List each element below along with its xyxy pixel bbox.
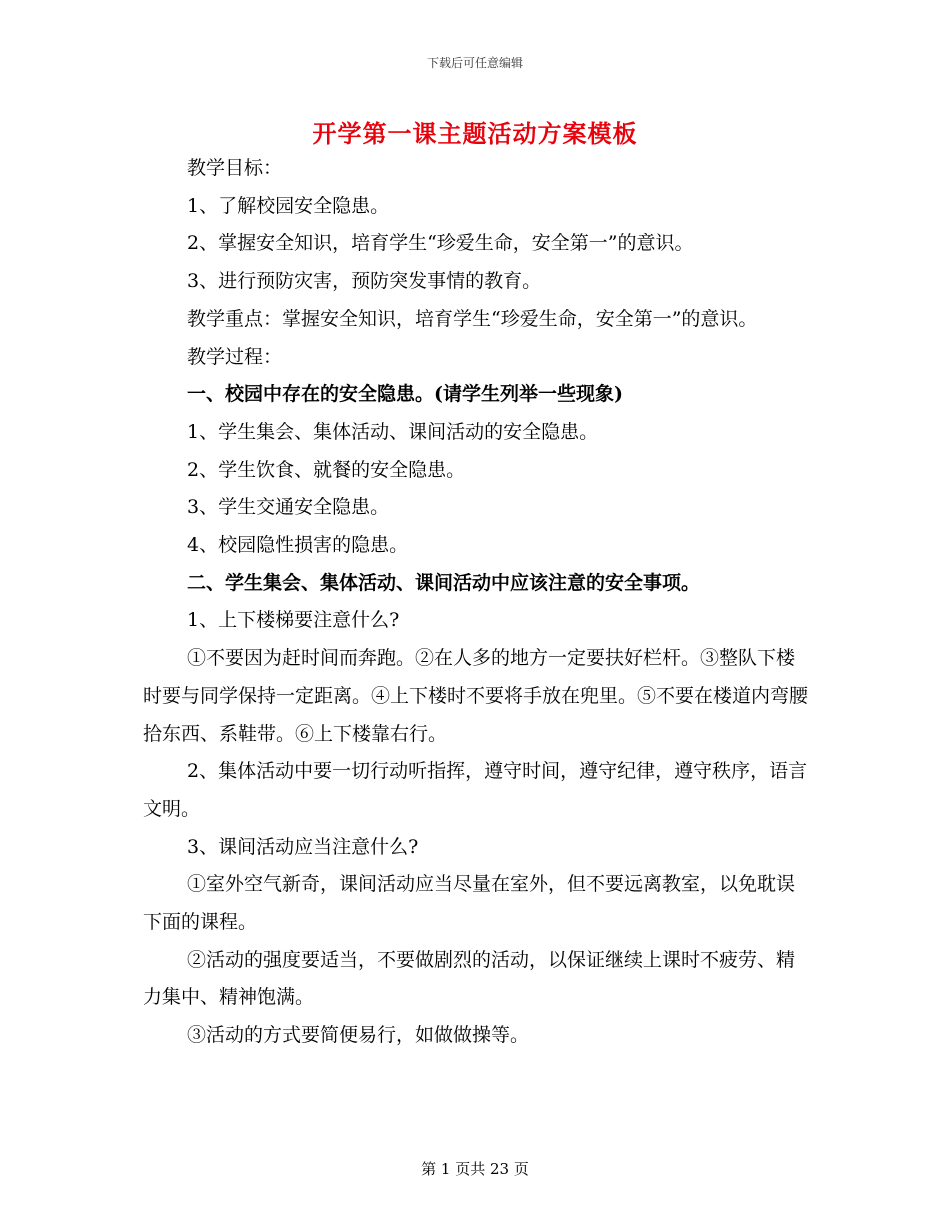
document-body xyxy=(143,150,808,1055)
paragraph: 教学过程： xyxy=(187,345,283,368)
header-note: 下载后可任意编辑 xyxy=(426,56,523,70)
paragraph: 教学重点：掌握安全知识，培育学生“珍爱生命，安全第一”的意识。 xyxy=(187,307,758,330)
paragraph: ③活动的方式要简便易行，如做做操等。 xyxy=(187,1024,530,1047)
paragraph: ①室外空气新奇，课间活动应当尽量在室外，但不要远离教室，以免耽误下面的课程。 xyxy=(143,873,796,934)
paragraph: 3、课间活动应当注意什么? xyxy=(187,835,419,858)
section-heading: 一、校园中存在的安全隐患。(请学生列举一些现象) xyxy=(187,383,623,406)
paragraph: 2、掌握安全知识，培育学生“珍爱生命，安全第一”的意识。 xyxy=(187,232,694,255)
paragraph: 2、集体活动中要一切行动听指挥，遵守时间，遵守纪律，遵守秩序，语言文明。 xyxy=(143,760,808,820)
paragraph: 3、进行预防灾害，预防突发事情的教育。 xyxy=(187,270,542,293)
paragraph: ②活动的强度要适当，不要做剧烈的活动，以保证继续上课时不疲劳、精力集中、精神饱满。 xyxy=(143,948,796,1009)
document-title: 开学第一课主题活动方案模板 xyxy=(312,119,638,148)
paragraph: 1、学生集会、集体活动、课间活动的安全隐患。 xyxy=(187,420,599,443)
paragraph: 1、上下楼梯要注意什么? xyxy=(187,609,400,632)
paragraph: 4、校园隐性损害的隐患。 xyxy=(187,534,409,557)
paragraph: 教学目标： xyxy=(187,157,283,179)
paragraph: ①不要因为赶时间而奔跑。②在人多的地方一定要扶好栏杆。③整队下楼时要与同学保持一定距离。④上下楼时不要将手放在兜里。⑤不要在楼道内弯腰拾东西、系鞋带。⑥上下楼靠右行。 xyxy=(143,647,809,745)
section-heading: 二、学生集会、集体活动、课间活动中应该注意的安全事项。 xyxy=(187,571,701,594)
paragraph: 1、了解校园安全隐患。 xyxy=(187,194,390,217)
page-footer: 第 1 页共 23 页 xyxy=(421,1160,529,1178)
paragraph: 3、学生交通安全隐患。 xyxy=(187,496,390,519)
paragraph: 2、学生饮食、就餐的安全隐患。 xyxy=(187,458,466,481)
